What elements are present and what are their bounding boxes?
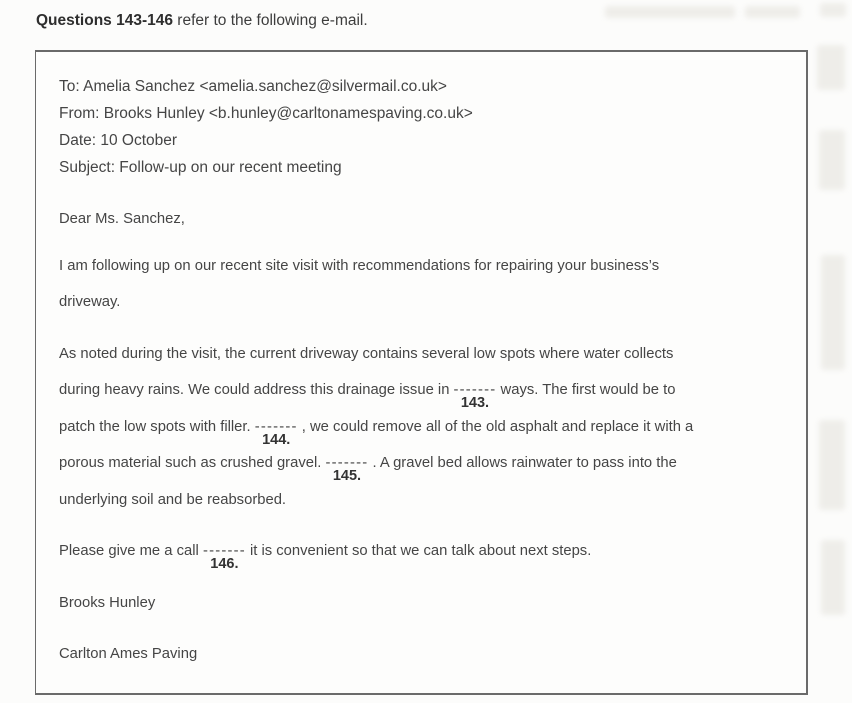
scan-artifact bbox=[817, 45, 845, 90]
paragraph-text: porous material such as crushed gravel. bbox=[59, 455, 326, 471]
blank-dashes: ------- bbox=[254, 418, 298, 435]
blank-dashes: ------- bbox=[325, 455, 369, 471]
paragraph-text: . A gravel bed allows rainwater to pass into the bbox=[368, 455, 677, 471]
email-subject-line: Subject: Follow-up on our recent meeting bbox=[59, 159, 342, 176]
blank-dashes: ------- bbox=[202, 543, 246, 559]
email-date-line: Date: 10 October bbox=[59, 132, 178, 149]
email-passage-box bbox=[35, 50, 808, 695]
paragraph-line: As noted during the visit, the current driveway contains several low spots where water collects bbox=[59, 345, 674, 362]
email-from-line: From: Brooks Hunley <b.hunley@carltonamespaving.co.uk> bbox=[59, 105, 473, 122]
question-number-143: 143. bbox=[460, 395, 490, 411]
paragraph-text: during heavy rains. We could address this drainage issue in bbox=[59, 382, 454, 398]
paragraph-line: I am following up on our recent site visit with recommendations for repairing your business’s bbox=[59, 257, 660, 274]
blank-146 bbox=[202, 543, 246, 572]
blank-dashes: ------- bbox=[453, 382, 497, 398]
scan-artifact bbox=[819, 420, 845, 510]
signature-company: Carlton Ames Paving bbox=[59, 646, 198, 662]
question-range: Questions 143-146 bbox=[36, 12, 173, 29]
paragraph-line: driveway. bbox=[59, 294, 121, 310]
scan-artifact bbox=[821, 255, 845, 370]
scan-artifact bbox=[605, 6, 735, 18]
blank-143 bbox=[453, 382, 497, 411]
email-to-line: To: Amelia Sanchez <amelia.sanchez@silvermail.co.uk> bbox=[59, 78, 447, 95]
paragraph-text: ways. The first would be to bbox=[496, 382, 676, 398]
question-range-description: refer to the following e-mail. bbox=[172, 12, 368, 29]
signature-name-block bbox=[59, 585, 768, 622]
question-range-heading bbox=[36, 12, 368, 30]
question-number-145: 145. bbox=[332, 468, 362, 484]
paragraph-text: , we could remove all of the old asphalt and replace it with a bbox=[297, 418, 694, 435]
scan-artifact bbox=[819, 130, 845, 190]
scan-artifact bbox=[821, 540, 845, 615]
signature-name: Brooks Hunley bbox=[59, 594, 156, 611]
email-header-block bbox=[59, 73, 768, 181]
blank-145 bbox=[325, 455, 369, 484]
paragraph-text: it is convenient so that we can talk about next steps. bbox=[245, 543, 592, 559]
body-paragraph-1 bbox=[59, 248, 768, 321]
question-number-146: 146. bbox=[210, 556, 239, 572]
paragraph-line bbox=[59, 445, 768, 482]
signature-company-block bbox=[59, 636, 768, 673]
paragraph-text: patch the low spots with filler. bbox=[59, 418, 255, 435]
paragraph-line bbox=[59, 409, 768, 446]
paragraph-line bbox=[59, 533, 768, 570]
blank-144 bbox=[254, 418, 298, 448]
paragraph-text: Please give me a call bbox=[59, 543, 203, 559]
question-number-144: 144. bbox=[262, 431, 291, 448]
body-paragraph-3 bbox=[59, 533, 768, 570]
greeting-text: Dear Ms. Sanchez, bbox=[59, 211, 185, 227]
paragraph-line bbox=[59, 372, 768, 409]
email-greeting bbox=[59, 201, 768, 238]
scan-artifact bbox=[745, 6, 800, 18]
paragraph-line: underlying soil and be reabsorbed. bbox=[59, 491, 287, 508]
body-paragraph-2 bbox=[59, 336, 768, 519]
scan-artifact bbox=[820, 3, 846, 17]
